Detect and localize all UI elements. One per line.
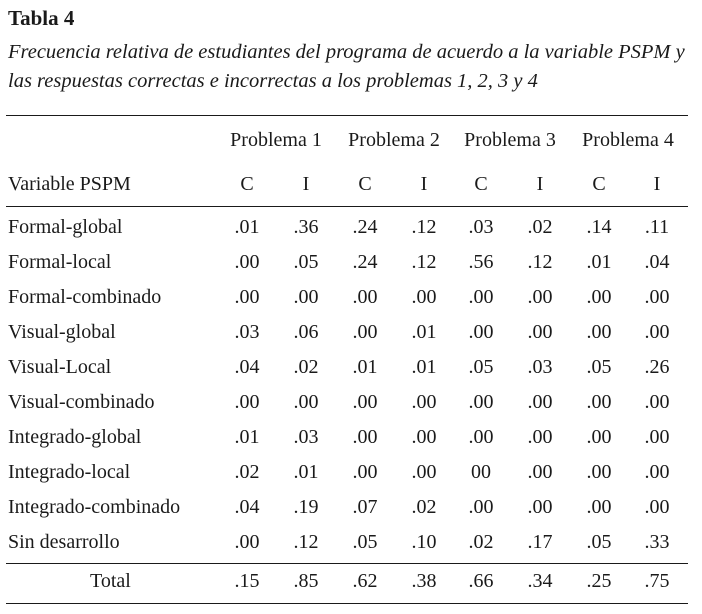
table-cell: .00 bbox=[468, 496, 494, 518]
table-cell: .05 bbox=[293, 251, 319, 273]
table-cell: .10 bbox=[411, 531, 437, 553]
row-label: Integrado-local bbox=[8, 461, 131, 483]
row-label: Sin desarrollo bbox=[8, 531, 120, 553]
table-cell: .00 bbox=[527, 321, 553, 343]
total-cell: .66 bbox=[468, 570, 494, 592]
table-cell: .00 bbox=[293, 286, 319, 308]
total-cell: .38 bbox=[411, 570, 437, 592]
table-cell: .00 bbox=[352, 461, 378, 483]
table-cell: .26 bbox=[644, 356, 670, 378]
table-cell: .01 bbox=[411, 356, 437, 378]
table-cell: .00 bbox=[411, 426, 437, 448]
table-cell: .01 bbox=[586, 251, 612, 273]
table-cell: .03 bbox=[527, 356, 553, 378]
table-cell: .03 bbox=[234, 321, 260, 343]
table-cell: .04 bbox=[234, 356, 260, 378]
row-label: Visual-Local bbox=[8, 356, 112, 378]
table-cell: .00 bbox=[234, 391, 260, 413]
table-cell: .00 bbox=[468, 426, 494, 448]
correct-column-header: C bbox=[240, 173, 254, 195]
table-cell: .00 bbox=[527, 286, 553, 308]
table-cell: .01 bbox=[293, 461, 319, 483]
table-cell: .00 bbox=[468, 286, 494, 308]
table-label: Tabla 4 bbox=[8, 6, 75, 30]
incorrect-column-header: I bbox=[653, 173, 661, 195]
table-cell: .00 bbox=[352, 286, 378, 308]
table-cell: .00 bbox=[527, 391, 553, 413]
table-cell: .12 bbox=[411, 216, 437, 238]
table-cell: .07 bbox=[352, 496, 378, 518]
table-cell: .19 bbox=[293, 496, 319, 518]
row-label: Integrado-global bbox=[8, 426, 142, 448]
table-cell: .00 bbox=[586, 461, 612, 483]
table-cell: .00 bbox=[527, 461, 553, 483]
table-cell: .02 bbox=[234, 461, 260, 483]
incorrect-column-header: I bbox=[302, 173, 310, 195]
table-cell: .00 bbox=[586, 391, 612, 413]
table-cell: .00 bbox=[527, 496, 553, 518]
total-cell: .62 bbox=[352, 570, 378, 592]
table-cell: .00 bbox=[527, 426, 553, 448]
problem-header: Problema 3 bbox=[464, 129, 556, 151]
table-cell: .04 bbox=[644, 251, 670, 273]
table-cell: .01 bbox=[352, 356, 378, 378]
table-cell: .01 bbox=[411, 321, 437, 343]
row-label: Formal-local bbox=[8, 251, 112, 273]
total-label: Total bbox=[90, 570, 131, 592]
table-cell: .02 bbox=[527, 216, 553, 238]
total-rule bbox=[6, 563, 688, 564]
total-cell: .15 bbox=[234, 570, 260, 592]
table-cell: .05 bbox=[586, 356, 612, 378]
table-cell: .12 bbox=[527, 251, 553, 273]
table-cell: .05 bbox=[586, 531, 612, 553]
table-cell: .00 bbox=[586, 496, 612, 518]
problem-header: Problema 1 bbox=[230, 129, 322, 151]
table-cell: .05 bbox=[352, 531, 378, 553]
bottom-rule bbox=[6, 603, 688, 604]
table-cell: .00 bbox=[234, 251, 260, 273]
top-rule bbox=[6, 115, 688, 116]
total-cell: .34 bbox=[527, 570, 553, 592]
table-cell: .33 bbox=[644, 531, 670, 553]
table-cell: .00 bbox=[644, 391, 670, 413]
table-cell: .00 bbox=[644, 496, 670, 518]
table-cell: .04 bbox=[234, 496, 260, 518]
table-cell: .00 bbox=[411, 461, 437, 483]
table-cell: .02 bbox=[468, 531, 494, 553]
row-label: Visual-combinado bbox=[8, 391, 155, 413]
correct-column-header: C bbox=[474, 173, 488, 195]
table-cell: .00 bbox=[644, 426, 670, 448]
table-cell: 00 bbox=[471, 461, 491, 483]
table-cell: .17 bbox=[527, 531, 553, 553]
table-cell: .00 bbox=[352, 321, 378, 343]
table-cell: .24 bbox=[352, 216, 378, 238]
correct-column-header: C bbox=[592, 173, 606, 195]
table-cell: .00 bbox=[234, 286, 260, 308]
table-cell: .00 bbox=[411, 391, 437, 413]
incorrect-column-header: I bbox=[536, 173, 544, 195]
table-cell: .56 bbox=[468, 251, 494, 273]
table-cell: .24 bbox=[352, 251, 378, 273]
total-cell: .75 bbox=[644, 570, 670, 592]
table-cell: .00 bbox=[234, 531, 260, 553]
table-cell: .00 bbox=[586, 426, 612, 448]
table-cell: .06 bbox=[293, 321, 319, 343]
row-label: Formal-global bbox=[8, 216, 123, 238]
header-rule bbox=[6, 206, 688, 207]
table-cell: .02 bbox=[411, 496, 437, 518]
table-cell: .00 bbox=[468, 321, 494, 343]
table-cell: .00 bbox=[468, 391, 494, 413]
row-label: Integrado-combinado bbox=[8, 496, 181, 518]
row-label: Visual-global bbox=[8, 321, 116, 343]
table-cell: .12 bbox=[293, 531, 319, 553]
table-cell: .00 bbox=[644, 286, 670, 308]
table-cell: .14 bbox=[586, 216, 612, 238]
table-cell: .01 bbox=[234, 216, 260, 238]
table-cell: .00 bbox=[644, 461, 670, 483]
problem-header: Problema 2 bbox=[348, 129, 440, 151]
table-caption: Frecuencia relativa de estudiantes del programa de acuerdo a la variable PSPM y las respuestas correctas e incorrectas a los problemas 1, 2, 3 y 4 bbox=[8, 41, 685, 92]
row-header-label: Variable PSPM bbox=[8, 173, 131, 195]
table-cell: .11 bbox=[644, 216, 670, 238]
total-cell: .85 bbox=[293, 570, 319, 592]
table-cell: .03 bbox=[468, 216, 494, 238]
table-cell: .00 bbox=[352, 426, 378, 448]
table-cell: .00 bbox=[293, 391, 319, 413]
table-cell: .00 bbox=[411, 286, 437, 308]
table-cell: .03 bbox=[293, 426, 319, 448]
problem-header: Problema 4 bbox=[582, 129, 674, 151]
table-cell: .00 bbox=[586, 321, 612, 343]
table-cell: .12 bbox=[411, 251, 437, 273]
table-cell: .02 bbox=[293, 356, 319, 378]
table-cell: .00 bbox=[644, 321, 670, 343]
table-cell: .36 bbox=[293, 216, 319, 238]
table-cell: .01 bbox=[234, 426, 260, 448]
table-cell: .05 bbox=[468, 356, 494, 378]
table-cell: .00 bbox=[352, 391, 378, 413]
table-cell: .00 bbox=[586, 286, 612, 308]
incorrect-column-header: I bbox=[420, 173, 428, 195]
row-label: Formal-combinado bbox=[8, 286, 162, 308]
correct-column-header: C bbox=[358, 173, 372, 195]
total-cell: .25 bbox=[586, 570, 612, 592]
